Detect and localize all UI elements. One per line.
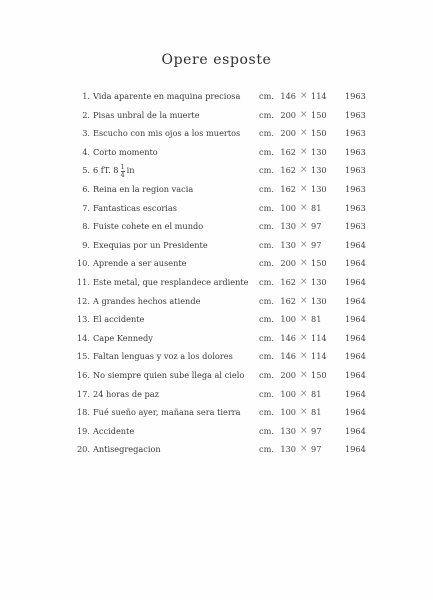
list-item <box>62 254 382 273</box>
item-unit: cm. <box>259 183 274 194</box>
item-year: 1964 <box>345 351 366 362</box>
item-width: 162 <box>280 165 296 176</box>
item-year: 1964 <box>345 407 366 418</box>
item-height: 150 <box>311 258 327 269</box>
list-item <box>62 217 382 236</box>
item-unit: cm. <box>259 314 274 325</box>
item-width: 100 <box>280 388 296 399</box>
list-item <box>62 403 382 422</box>
item-number: 20. <box>76 444 90 455</box>
fraction-denominator: 4 <box>120 170 125 179</box>
item-year: 1963 <box>345 146 366 157</box>
item-unit: cm. <box>259 351 274 362</box>
times-sign: × <box>300 444 308 455</box>
item-number: 19. <box>76 425 90 436</box>
item-number: 10. <box>76 258 90 269</box>
item-number: 14. <box>76 332 90 343</box>
item-width: 100 <box>280 314 296 325</box>
item-unit: cm. <box>259 202 274 213</box>
item-width: 100 <box>280 202 296 213</box>
item-unit: cm. <box>259 425 274 436</box>
times-sign: × <box>300 425 308 436</box>
item-width: 162 <box>280 295 296 306</box>
item-year: 1963 <box>345 109 366 120</box>
item-number: 12. <box>76 295 90 306</box>
item-height: 97 <box>311 221 322 232</box>
list-item <box>62 106 382 125</box>
works-list <box>62 87 382 459</box>
item-year: 1963 <box>345 128 366 139</box>
item-title-suffix: in <box>126 165 135 176</box>
item-width: 146 <box>280 91 296 101</box>
times-sign: × <box>300 314 308 325</box>
times-sign: × <box>300 369 308 380</box>
item-unit: cm. <box>259 444 274 455</box>
times-sign: × <box>300 183 308 194</box>
item-year: 1963 <box>345 91 366 101</box>
item-year: 1963 <box>345 202 366 213</box>
item-unit: cm. <box>259 276 274 287</box>
item-title: Antisegregacion <box>93 444 161 455</box>
item-height: 114 <box>311 351 327 362</box>
item-height: 150 <box>311 109 327 120</box>
item-title: Faltan lenguas y voz a los dolores <box>93 351 233 362</box>
item-number: 5. <box>82 165 90 176</box>
item-unit: cm. <box>259 221 274 232</box>
item-unit: cm. <box>259 239 274 250</box>
item-title: Este metal, que resplandece ardiente <box>93 276 249 287</box>
item-year: 1963 <box>345 183 366 194</box>
item-title: El accidente <box>93 314 145 325</box>
times-sign: × <box>300 146 308 157</box>
item-number: 1. <box>82 91 90 101</box>
list-item <box>62 273 382 292</box>
item-number: 17. <box>76 388 90 399</box>
item-title: Exequias por un Presidente <box>93 239 208 250</box>
times-sign: × <box>300 332 308 343</box>
item-title: Vida aparente en maquina preciosa <box>93 91 241 101</box>
times-sign: × <box>300 91 308 101</box>
times-sign: × <box>300 407 308 418</box>
item-height: 130 <box>311 183 327 194</box>
item-number: 2. <box>82 109 90 120</box>
item-height: 150 <box>311 128 327 139</box>
item-unit: cm. <box>259 128 274 139</box>
item-unit: cm. <box>259 295 274 306</box>
item-unit: cm. <box>259 388 274 399</box>
item-width: 146 <box>280 351 296 362</box>
times-sign: × <box>300 165 308 176</box>
item-width: 162 <box>280 146 296 157</box>
item-title: Fantasticas escorias <box>93 202 178 213</box>
list-item <box>62 180 382 199</box>
item-title: Fué sueño ayer, mañana sera tierra <box>93 407 241 418</box>
item-year: 1963 <box>345 221 366 232</box>
item-year: 1964 <box>345 332 366 343</box>
item-width: 200 <box>280 128 296 139</box>
item-height: 81 <box>311 388 322 399</box>
item-number: 18. <box>76 407 90 418</box>
fraction-numerator: 1 <box>120 163 125 172</box>
item-number: 3. <box>82 128 90 139</box>
item-height: 97 <box>311 239 322 250</box>
item-title: Aprende a ser ausente <box>93 258 187 269</box>
times-sign: × <box>300 295 308 306</box>
list-item <box>62 161 382 180</box>
item-unit: cm. <box>259 407 274 418</box>
item-width: 130 <box>280 221 296 232</box>
item-height: 130 <box>311 165 327 176</box>
page-title: Opere esposte <box>161 52 272 68</box>
item-title: A grandes hechos atiende <box>93 295 201 306</box>
item-number: 6. <box>82 183 90 194</box>
list-item <box>62 199 382 218</box>
item-title: Corto momento <box>93 146 158 157</box>
item-height: 150 <box>311 369 327 380</box>
item-height: 130 <box>311 146 327 157</box>
times-sign: × <box>300 276 308 287</box>
item-year: 1964 <box>345 314 366 325</box>
item-number: 7. <box>82 202 90 213</box>
times-sign: × <box>300 388 308 399</box>
item-width: 130 <box>280 444 296 455</box>
item-unit: cm. <box>259 165 274 176</box>
list-item <box>62 422 382 441</box>
item-year: 1964 <box>345 444 366 455</box>
item-unit: cm. <box>259 369 274 380</box>
item-unit: cm. <box>259 146 274 157</box>
item-width: 200 <box>280 258 296 269</box>
item-number: 4. <box>82 146 90 157</box>
item-unit: cm. <box>259 258 274 269</box>
item-width: 200 <box>280 369 296 380</box>
item-width: 130 <box>280 239 296 250</box>
list-item <box>62 329 382 348</box>
item-width: 200 <box>280 109 296 120</box>
item-year: 1964 <box>345 239 366 250</box>
item-width: 146 <box>280 332 296 343</box>
list-item <box>62 143 382 162</box>
item-number: 16. <box>76 369 90 380</box>
list-item <box>62 347 382 366</box>
item-number: 8. <box>82 221 90 232</box>
list-item <box>62 385 382 404</box>
item-height: 81 <box>311 407 322 418</box>
item-title: Pisas unbral de la muerte <box>93 109 200 120</box>
item-title: Fuiste cohete en el mundo <box>93 221 204 232</box>
times-sign: × <box>300 258 308 269</box>
times-sign: × <box>300 221 308 232</box>
item-height: 97 <box>311 425 322 436</box>
item-height: 130 <box>311 295 327 306</box>
item-year: 1964 <box>345 369 366 380</box>
item-height: 81 <box>311 202 322 213</box>
item-width: 100 <box>280 407 296 418</box>
list-item <box>62 366 382 385</box>
item-title: Accidente <box>93 425 135 436</box>
item-title: Escucho con mis ojos a los muertos <box>93 128 241 139</box>
item-title: Reina en la region vacia <box>93 183 194 194</box>
item-width: 162 <box>280 183 296 194</box>
item-title: 24 horas de paz <box>93 388 159 399</box>
item-title-prefix: 6 fT. 8 <box>93 165 119 176</box>
item-year: 1964 <box>345 276 366 287</box>
item-height: 114 <box>311 91 327 101</box>
item-height: 81 <box>311 314 322 325</box>
times-sign: × <box>300 109 308 120</box>
item-number: 11. <box>76 276 90 287</box>
item-year: 1964 <box>345 388 366 399</box>
list-item <box>62 310 382 329</box>
item-year: 1964 <box>345 295 366 306</box>
item-width: 130 <box>280 425 296 436</box>
item-height: 97 <box>311 444 322 455</box>
times-sign: × <box>300 351 308 362</box>
item-title: No siempre quien sube llega al cielo <box>93 369 245 380</box>
times-sign: × <box>300 128 308 139</box>
list-item <box>62 87 382 106</box>
item-number: 13. <box>76 314 90 325</box>
item-year: 1964 <box>345 258 366 269</box>
item-year: 1964 <box>345 425 366 436</box>
item-width: 162 <box>280 276 296 287</box>
item-year: 1963 <box>345 165 366 176</box>
times-sign: × <box>300 239 308 250</box>
list-item <box>62 236 382 255</box>
item-unit: cm. <box>259 109 274 120</box>
item-number: 9. <box>82 239 90 250</box>
fraction <box>121 164 125 178</box>
list-item <box>62 292 382 311</box>
item-height: 130 <box>311 276 327 287</box>
item-unit: cm. <box>259 91 274 101</box>
item-height: 114 <box>311 332 327 343</box>
item-title: Cape Kennedy <box>93 332 153 343</box>
list-item <box>62 124 382 143</box>
times-sign: × <box>300 202 308 213</box>
item-number: 15. <box>76 351 90 362</box>
item-unit: cm. <box>259 332 274 343</box>
list-item <box>62 440 382 459</box>
item-title <box>93 161 135 180</box>
